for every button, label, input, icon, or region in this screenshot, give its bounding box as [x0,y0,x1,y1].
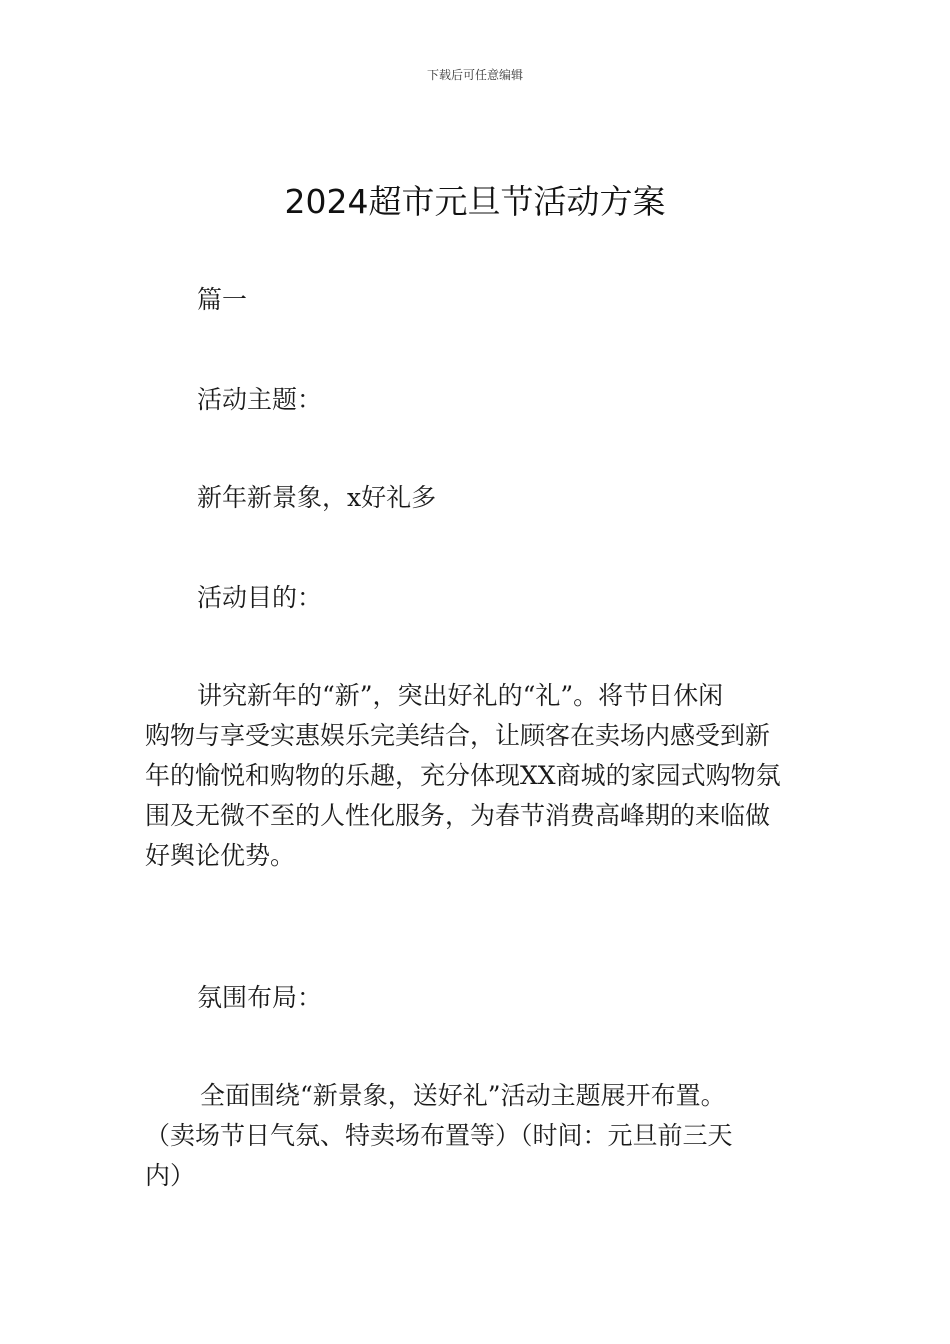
theme-heading: 活动主题： [197,385,323,414]
purpose-line: 年的愉悦和购物的乐趣，充分体现XX商城的家园式购物氛 [145,761,781,790]
layout-line: （卖场节日气氛、特卖场布置等）（时间：元旦前三天 [145,1121,733,1150]
purpose-line: 讲究新年的“新”，突出好礼的“礼”。将节日休闲 [197,681,724,710]
layout-line: 全面围绕“新景象，送好礼”活动主题展开布置。 [200,1081,726,1110]
layout-heading: 氛围布局： [197,983,323,1012]
layout-paragraph [145,1076,810,1196]
theme-text: 新年新景象，x好礼多 [197,483,437,512]
purpose-heading: 活动目的： [197,583,323,612]
purpose-line: 购物与享受实惠娱乐完美结合，让顾客在卖场内感受到新 [145,721,771,750]
purpose-paragraph [145,676,810,876]
purpose-line: 围及无微不至的人性化服务，为春节消费高峰期的来临做 [145,801,771,830]
purpose-line: 好舆论优势。 [145,841,296,870]
page-header-note: 下载后可任意编辑 [426,68,523,82]
document-title: 2024超市元旦节活动方案 [284,182,666,221]
part-label: 篇一 [197,285,248,314]
layout-line: 内） [145,1161,196,1190]
